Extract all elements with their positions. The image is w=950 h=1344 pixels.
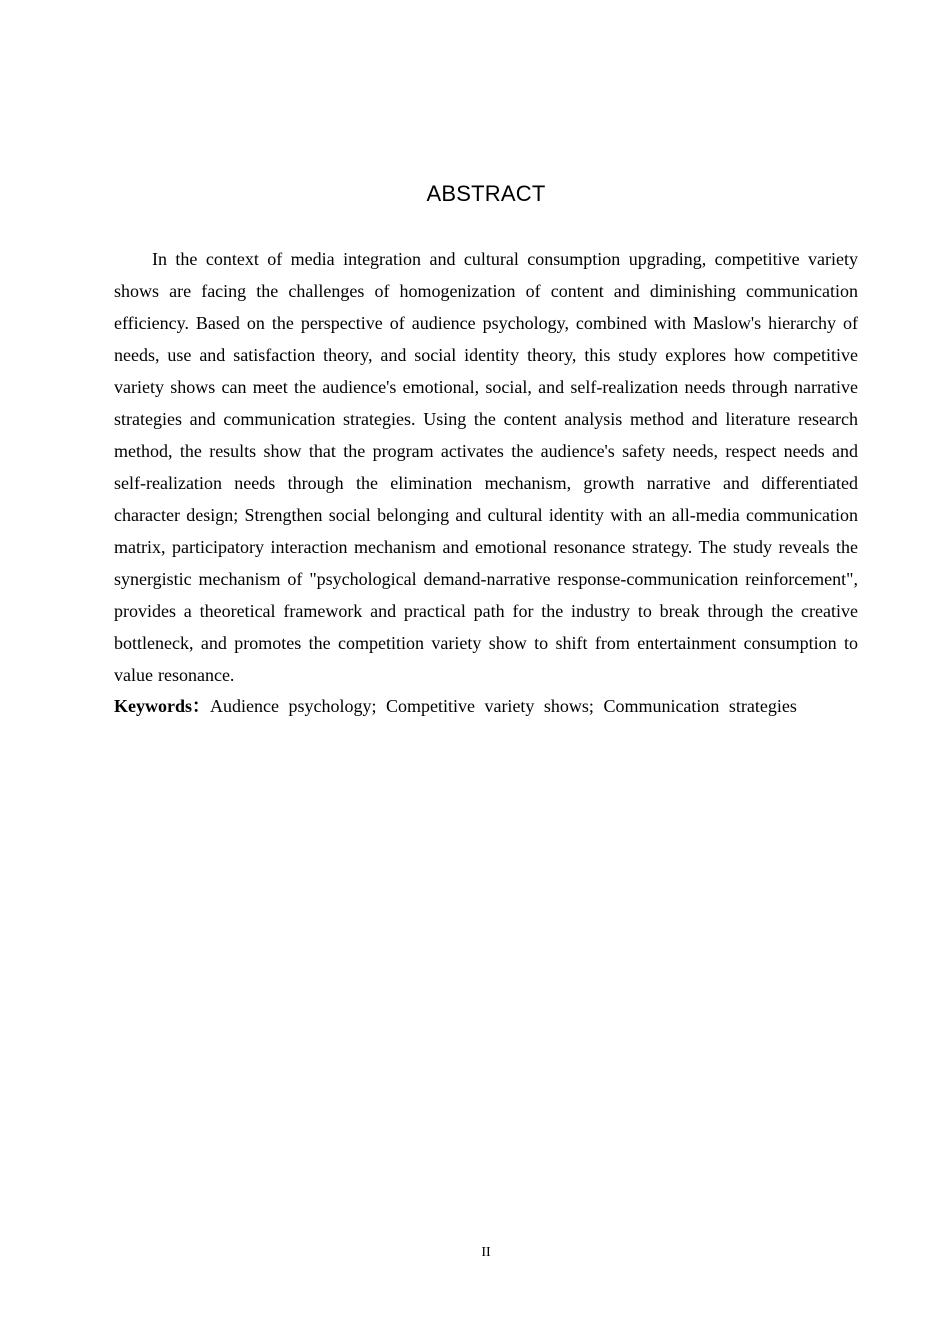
keywords-label: Keywords： bbox=[114, 696, 210, 716]
abstract-paragraph: In the context of media integration and cultural consumption upgrading, competitive variety shows are facing the challenges of homogenization of content and diminishing communication efficiency. Based on the perspective of audience psychology, combined with Maslow's hierarchy of needs, use and satisfaction theory, and social identity theory, this study explores how competitive variety shows can meet the audience's emotional, social, and self-realization needs through narrative strategies and communication strategies. Using the content analysis method and literature research method, the results show that the program activates the audience's safety needs, respect needs and self-realization needs through the elimination mechanism, growth narrative and differentiated character design; Strengthen social belonging and cultural identity with an all-media communication matrix, participatory interaction mechanism and emotional resonance strategy. The study reveals the synergistic mechanism of "psychological demand-narrative response-communication reinforcement", provides a theoretical framework and practical path for the industry to break through the creative bottleneck, and promotes the competition variety show to shift from entertainment consumption to value resonance. bbox=[114, 249, 858, 685]
page-number: II bbox=[481, 1245, 491, 1260]
keywords-text: Audience psychology; Competitive variety shows; Communication strategies bbox=[210, 696, 797, 716]
keywords-line bbox=[114, 690, 874, 722]
abstract-title: ABSTRACT bbox=[426, 181, 546, 206]
